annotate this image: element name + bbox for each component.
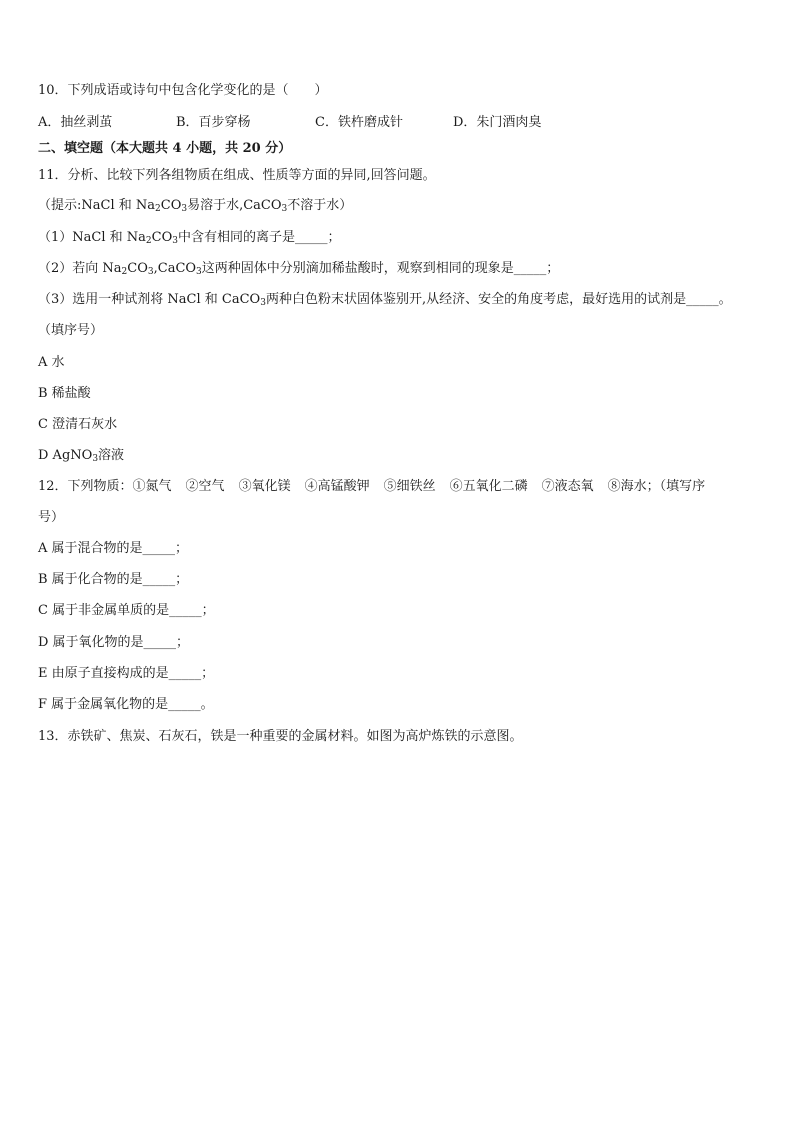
q11-choice-a: A 水	[38, 355, 65, 370]
q11-choice-c: C 澄清石灰水	[38, 417, 118, 432]
q10-option-d: D．朱门酒肉臭	[453, 115, 542, 130]
q12-item-e: E 由原子直接构成的是_____；	[38, 666, 215, 681]
q12-stem-continued: 号）	[38, 510, 65, 525]
section-heading: 二、填空题（本大题共 4 小题，共 20 分）	[38, 141, 292, 156]
q10-option-c: C．铁杵磨成针	[315, 115, 403, 130]
q11-part-1: （1）NaCl 和 $Na_2CO_3$中含有相同的离子是_____；	[38, 230, 341, 246]
q12-item-d: D 属于氧化物的是_____；	[38, 635, 190, 650]
q11-part-3: （3）选用一种试剂将 NaCl 和 CaCO$_3$两种白色粉末状固体鉴别开,从经济、安全的角度考虑，最好选用的试剂是_____。	[38, 292, 732, 308]
q12-item-b: B 属于化合物的是_____；	[38, 572, 189, 587]
q11-stem: 11．分析、比较下列各组物质在组成、性质等方面的异同,回答问题。	[38, 168, 436, 183]
q12-item-c: C 属于非金属单质的是_____；	[38, 603, 215, 618]
q11-choice-b: B 稀盐酸	[38, 386, 91, 401]
q10-option-a: A．抽丝剥茧	[38, 115, 113, 130]
q11-choice-d: D AgNO$_3$溶液	[38, 448, 125, 464]
q13-stem: 13．赤铁矿、焦炭、石灰石，铁是一种重要的金属材料。如图为高炉炼铁的示意图。	[38, 729, 523, 744]
q12-item-a: A 属于混合物的是_____；	[38, 541, 189, 556]
q10-option-b: B．百步穿杨	[176, 115, 251, 130]
q11-part-2: （2）若向 $Na_2CO_3,CaCO_3$这两种固体中分别滴加稀盐酸时，观察到相同的现象是_____；	[38, 261, 560, 277]
q11-hint: （提示:NaCl 和 $Na_2CO_3$易溶于水,CaCO$_3$不溶于水）	[38, 198, 353, 214]
q12-stem: 12．下列物质：①氮气 ②空气 ③氧化镁 ④高锰酸钾 ⑤细铁丝 ⑥五氧化二磷 ⑦液态氧 ⑧海水；（填写序	[38, 479, 706, 494]
q12-item-f: F 属于金属氧化物的是_____。	[38, 697, 214, 712]
q10-stem: 10．下列成语或诗句中包含化学变化的是（ ）	[38, 83, 328, 98]
q11-fill-instruction: （填序号）	[38, 323, 104, 338]
